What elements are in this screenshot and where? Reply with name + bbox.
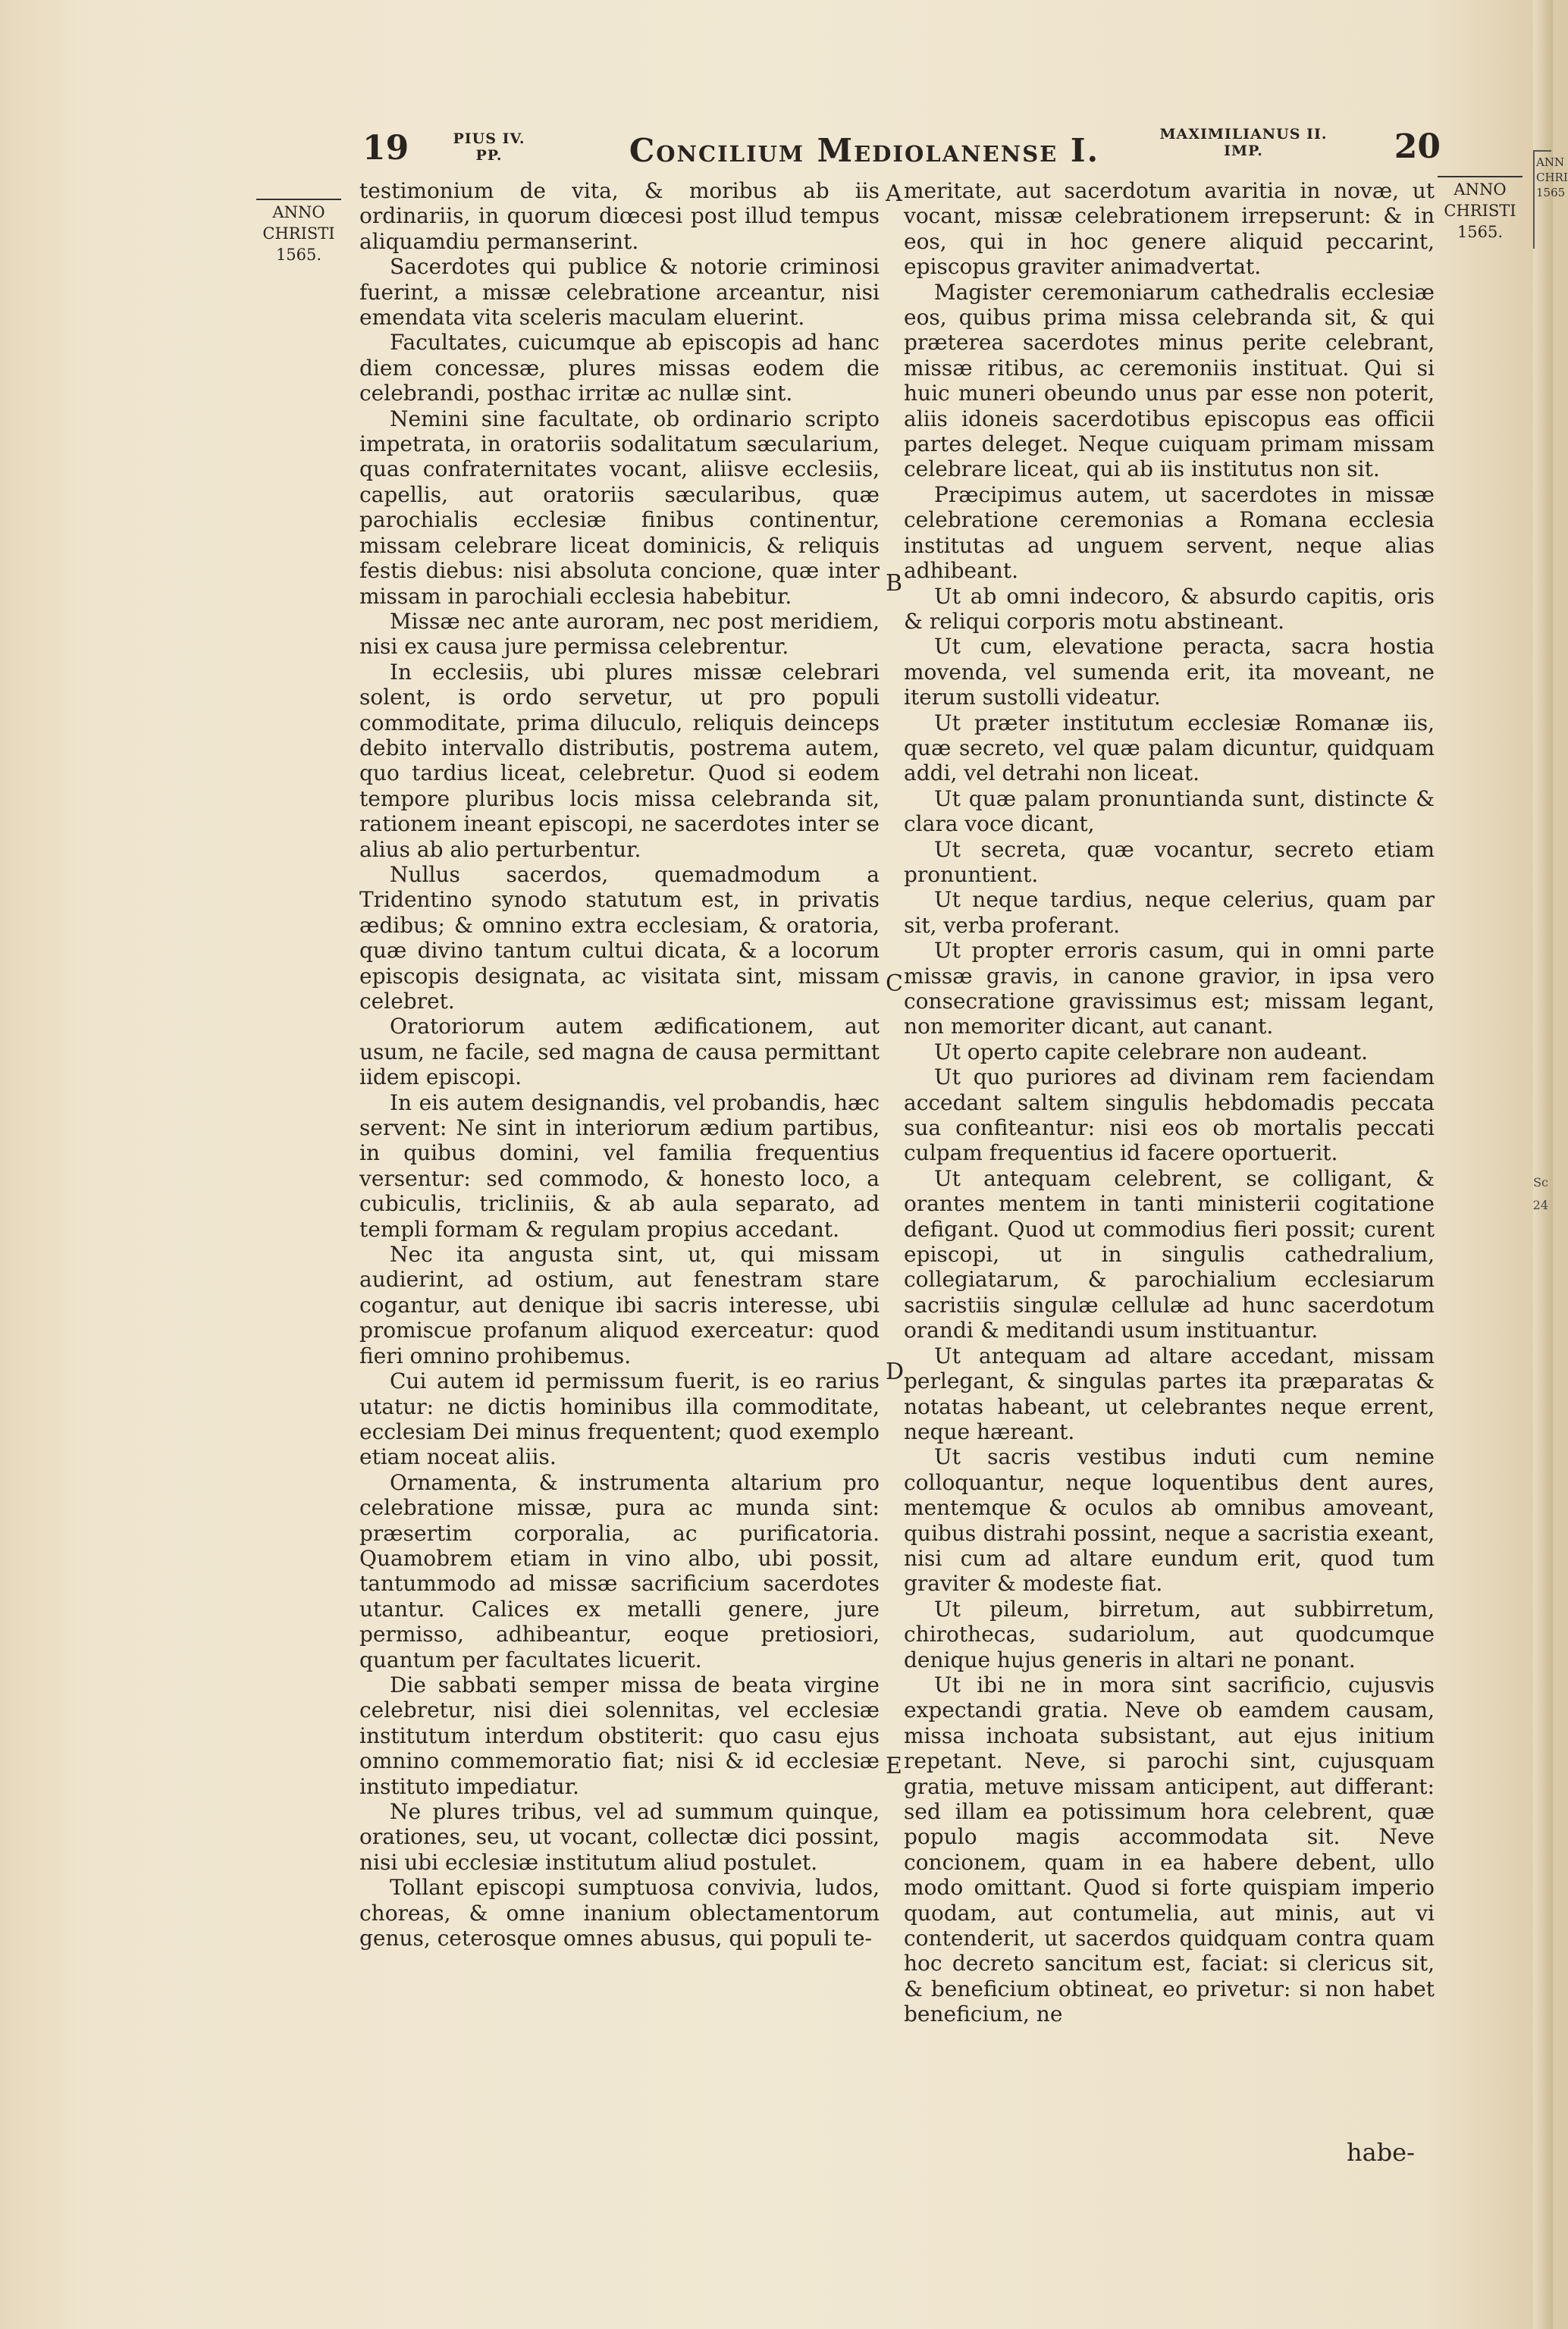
paragraph: Ne plures tribus, vel ad summum quinque, orationes, seu, ut vocant, collectæ dici possint, nisi ubi ecclesiæ institutum aliud postulet. [359,1799,880,1875]
section-letter-a: A [886,180,902,207]
paragraph: Ut sacris vestibus induti cum nemine colloquantur, neque loquentibus dent aures, mentemque & oculos ab omnibus amoveant, quibus distrahi possint, neque a sacristia exeant, nisi cum ad altare eundum erit, quod tum graviter & modeste fiat. [904,1444,1435,1597]
paragraph: Ut neque tardius, neque celerius, quam par sit, verba proferant. [904,887,1435,938]
section-letter-b: B [886,570,903,597]
page-title: Concilium Mediolanense I. [629,132,1100,169]
paragraph: Tollant episcopi sumptuosa convivia, ludos, choreas, & omne inanium oblectamentorum genus, ceterosque omnes abusus, qui populi te- [359,1875,880,1951]
section-letter-e: E [886,1753,902,1779]
paragraph: Ut ibi ne in mora sint sacrificio, cujusvis expectandi gratia. Neve ob eamdem causam, missa inchoata subsistant, aut ejus initium repetant. Neve, si parochi sint, cujusquam gratia, metuve missam anticipent, aut differant: sed illam ea potissimum hora celebrent, quæ populo magis accommodata sit. Neve concionem, quam in ea habere debent, ullo modo omittant. Quod si forte quispiam imperio quodam, aut contumelia, aut minis, aut vi contenderit, ut sacerdos quidquam contra quam hoc decreto sancitum est, faciat: si clericus sit, & beneficium obtineat, eo privetur: si non habet beneficium, ne [904,1672,1435,2027]
paragraph: Ornamenta, & instrumenta altarium pro celebratione missæ, pura ac munda sint: præsertim corporalia, ac purificatoria. Quamobrem etiam in vino albo, ubi possit, tantummodo ad missæ sacrificium sacerdotes utantur. Calices ex metalli genere, jure permisso, adhibeantur, eoque pretiosiori, quantum per facultates licuerit. [359,1469,880,1672]
paragraph: Sacerdotes qui publice & notorie criminosi fuerint, a missæ celebratione arceantur, nisi emendata vita sceleris maculam eluerint. [359,254,880,331]
paragraph: Ut ab omni indecoro, & absurdo capitis, oris & reliqui corporis motu abstineant. [904,583,1435,634]
adjacent-page-margin-note: ANN CHRI 1565 [1533,150,1551,249]
paragraph: Die sabbati semper missa de beata virgine celebretur, nisi diei solennitas, vel ecclesiæ institutum interdum obstiterit: quo casu ejus omnino commemoratio fiat; nisi & id ecclesiæ instituto impediatur. [359,1672,880,1799]
paragraph: Oratoriorum autem ædificationem, aut usum, ne facile, sed magna de causa permittant iidem episcopi. [359,1014,880,1090]
paragraph: Ut propter erroris casum, qui in omni parte missæ gravis, in canone gravior, in ipsa vero consecratione gravissimus est; missam legant, non memoriter dicant, aut canant. [904,938,1435,1039]
paragraph: Nullus sacerdos, quemadmodum a Tridentino synodo statutum est, in privatis ædibus; & omnino extra ecclesiam, & oratoria, quæ divino tantum cultui dicata, & a locorum episcopis designata, ac visitata sint, missam celebret. [359,861,880,1014]
page-number-left: 19 [362,129,409,168]
adjacent-page-edge [1533,0,1553,2329]
margin-year: 1565. [275,246,322,264]
paragraph: meritate, aut sacerdotum avaritia in novæ, ut vocant, missæ celebrationem irrepserunt: & in eos, qui in hoc genere aliquid peccarint, episcopus graviter animadvertat. [904,178,1435,280]
emperor-title: IMP. [1224,143,1263,159]
paragraph: Magister ceremoniarum cathedralis ecclesiæ eos, quibus prima missa celebranda sit, & qui præterea sacerdotes minus perite celebrant, missæ ritibus, ac ceremoniis instituat. Qui si huic muneri obeundo unus par esse non poterit, aliis idoneis sacerdotibus episcopus eas officii partes deleget. Neque cuiquam primam missam celebrare liceat, qui ab iis institutus non sit. [904,279,1435,482]
paragraph: Ut præter institutum ecclesiæ Romanæ iis, quæ secreto, vel quæ palam dicuntur, quidquam addi, vel detrahi non liceat. [904,710,1435,786]
margin-anno: ANNO [272,203,325,221]
pope-name: PIUS IV. [453,130,525,147]
adjacent-page-mark: 24 [1532,1198,1548,1212]
catchword: habe- [1347,2138,1415,2167]
paragraph: In eis autem designandis, vel probandis, hæc servent: Ne sint in interiorum ædium partibus, in quibus domini, vel familia frequentius versentur: sed commodo, & honesto loco, a cubiculis, tricliniis, & ab aula separato, ad templi formam & regulam propius accedant. [359,1089,880,1242]
paragraph: In ecclesiis, ubi plures missæ celebrari solent, is ordo servetur, ut pro populi commoditate, prima diluculo, reliquis deinceps debito intervallo distributis, postrema autem, quo tardius liceat, celebretur. Quod si eodem tempore pluribus locis missa celebranda sit, rationem ineant episcopi, ne sacerdotes inter se alius ab alio perturbentur. [359,659,880,862]
paragraph: Præcipimus autem, ut sacerdotes in missæ celebratione ceremonias a Romana ecclesia institutas ad unguem servent, neque alias adhibeant. [904,481,1435,584]
paragraph: Nemini sine facultate, ob ordinario scripto impetrata, in oratoriis sodalitatum sæcularium, quas confraternitates vocant, aliisve ecclesiis, capellis, aut oratoriis sæcularibus, quæ parochialis ecclesiæ finibus continentur, missam celebrare liceat dominicis, & reliquis festis diebus: nisi absoluta concione, quæ inter missam in parochiali ecclesia habebitur. [359,406,880,609]
paragraph: Cui autem id permissum fuerit, is eo rarius utatur: ne dictis hominibus illa commoditate, ecclesiam Dei minus frequentent; quod exemplo etiam noceat aliis. [359,1368,880,1470]
margin-rule [256,199,341,200]
section-letter-c: C [886,970,903,997]
paragraph: testimonium de vita, & moribus ab iis ordinariis, in quorum diœcesi post illud tempus aliquamdiu permanserint. [359,178,880,254]
section-letter-d: D [886,1359,905,1385]
margin-rule [1438,176,1523,177]
paragraph: Ut antequam celebrent, se colligant, & orantes mentem in tanti ministerii cogitatione defigant. Quod ut commodius fieri possit; curent episcopi, ut in singulis cathedralium, collegiatarum, & parochialium ecclesiarum sacristiis singulæ cellulæ ad hunc sacerdotum orandi & meditandi usum instituantur. [904,1165,1435,1343]
paragraph: Ut cum, elevatione peracta, sacra hostia movenda, vel sumenda erit, ita moveant, ne iterum sustolli videatur. [904,634,1435,710]
paragraph: Ut secreta, quæ vocantur, secreto etiam pronuntient. [904,836,1435,887]
margin-year-right [1438,176,1523,243]
paragraph: Ut operto capite celebrare non audeant. [934,1039,1369,1064]
pope-heading [447,130,531,164]
paragraph: Ut quæ palam pronuntianda sunt, distincte & clara voce dicant, [904,785,1435,837]
margin-year: 1565. [1457,223,1504,241]
margin-anno: ANNO [1454,180,1507,199]
paragraph: Nec ita angusta sint, ut, qui missam audierint, ad ostium, aut fenestram stare cogantur, aut denique ibi sacris interesse, ubi promiscue profanum aliquod exerceatur: quod fieri omnino prohibemus. [359,1242,880,1368]
right-text-column [904,178,1435,2027]
paragraph: Facultates, cuicumque ab episcopis ad hanc diem concessæ, plures missas eodem die celebrandi, posthac irritæ ac nullæ sint. [359,330,880,406]
adjacent-page-mark: Sc [1533,1175,1548,1190]
margin-christi: CHRISTI [1444,202,1516,220]
margin-christi: CHRISTI [262,224,335,243]
pope-title: PP. [475,147,503,164]
paragraph: Ut antequam ad altare accedant, missam perlegant, & singulas partes ita præparatas & notatas habeant, ut celebrantes neque errent, neque hæreant. [904,1343,1435,1444]
emperor-heading [1152,126,1334,159]
left-text-column [359,178,880,1951]
margin-year-left [256,199,341,265]
paragraph: Missæ nec ante auroram, nec post meridiem, nisi ex causa jure permissa celebrentur. [359,608,880,660]
paragraph: Ut pileum, birretum, aut subbirretum, chirothecas, sudariolum, aut quodcumque denique hujus generis in altari ne ponant. [904,1596,1435,1672]
paragraph: Ut quo puriores ad divinam rem faciendam accedant saltem singulis hebdomadis peccata sua confiteantur: nisi eos ob mortalis peccati culpam frequentius id facere oportuerit. [904,1064,1435,1166]
emperor-name: MAXIMILIANUS II. [1159,126,1328,143]
page-number-right: 20 [1394,127,1441,166]
